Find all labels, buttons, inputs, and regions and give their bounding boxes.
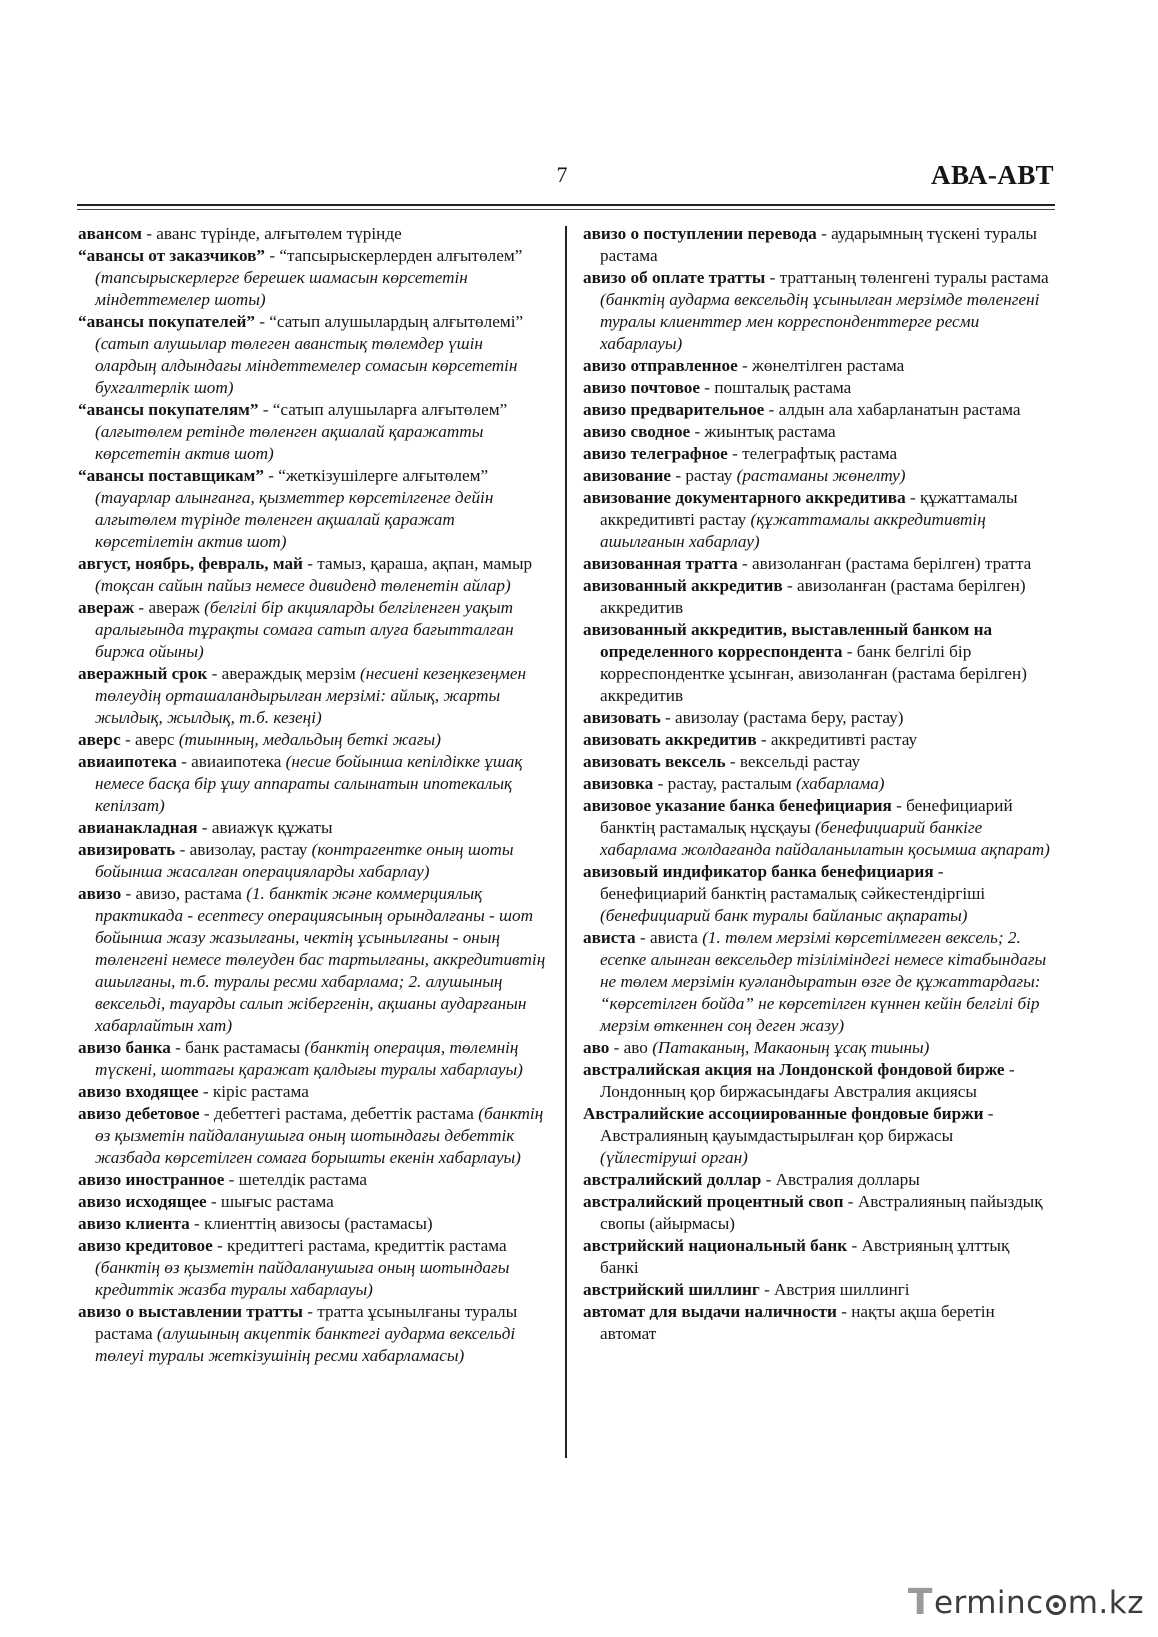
entry-explanation: (бенефициарий банкіге хабарлама жолдағанда пайдаланылатын қосымша ақпарат)	[600, 818, 1050, 859]
entry-headword: авизованный аккредитив, выставленный банком на определенного корреспондента	[583, 620, 993, 661]
entry-explanation: (тоқсан сайын пайыз немесе дивиденд төленетін айлар)	[95, 576, 511, 595]
entry-headword: аверс	[78, 730, 121, 749]
entry-translation: - аво	[609, 1038, 653, 1057]
entry-translation: - ависта	[635, 928, 703, 947]
dictionary-entry	[78, 1235, 546, 1301]
entry-explanation: (үйлестіруші орган)	[600, 1148, 748, 1167]
entry-translation: - банк растамасы	[170, 1038, 305, 1057]
watermark-text-a: erminc	[933, 1584, 1044, 1621]
entry-headword: авизо	[78, 884, 122, 903]
entry-translation: - телеграфтық растама	[727, 444, 898, 463]
entry-translation: - тратта ұсынылғаны туралы растама	[95, 1302, 518, 1343]
dictionary-entry	[583, 1235, 1051, 1279]
entry-translation: - аверс	[120, 730, 179, 749]
entry-explanation: (банктің аударма вексельдің ұсынылған мерзімде төленгені туралы клиенттер мен корреспонденттерге ресми хабарлауы)	[600, 290, 1040, 353]
entry-headword: авераж	[78, 598, 135, 617]
entry-translation: - авизоланған (растама берілген) аккредитив	[600, 576, 1026, 617]
entry-translation: - тамыз, қараша, ақпан, мамыр	[302, 554, 533, 573]
header-rule-thin	[77, 209, 1055, 210]
dictionary-entry	[583, 443, 1051, 465]
entry-headword: авианакладная	[78, 818, 198, 837]
entry-headword: авизовый индификатор банка бенефициария	[583, 862, 934, 881]
entry-translation: - авизоланған (растама берілген) тратта	[737, 554, 1032, 573]
dictionary-entry	[583, 795, 1051, 861]
entry-translation: - траттаның төленгені туралы растама	[765, 268, 1049, 287]
entry-headword: аво	[583, 1038, 610, 1057]
dictionary-entry	[583, 399, 1051, 421]
entry-explanation: (сатып алушылар төлеген аванстық төлемдер үшін олардың алдындағы міндеттемелер сомасын көрсететін бухгалтерлік шот)	[95, 334, 518, 397]
entry-explanation: (несиені кезеңкезеңмен төлеудің орташаландырылған мерзімі: айлық, жарты жылдық, жылдық, т.б. кезеңі)	[95, 664, 526, 727]
left-column	[78, 223, 546, 1367]
entry-explanation: (алғытөлем ретінде төленген ақшалай қаражатты көрсететін актив шот)	[95, 422, 484, 463]
entry-headword: Австралийские ассоциированные фондовые биржи	[583, 1104, 984, 1123]
entry-explanation: (банктің өз қызметін пайдаланушыға оның шотындағы дебеттік жазбада көрсетілген сомаға борышты екенін хабарлауы)	[95, 1104, 544, 1167]
dictionary-entry	[583, 927, 1051, 1037]
dictionary-entry	[78, 663, 546, 729]
entry-explanation: (алушының акцептік банктегі аударма вексельді төлеуі туралы жеткізушінің ресми хабарламасы)	[95, 1324, 516, 1365]
dictionary-entry	[583, 773, 1051, 795]
entry-headword: авизо банка	[78, 1038, 171, 1057]
entry-headword: авиаипотека	[78, 752, 177, 771]
entry-headword: авизовка	[583, 774, 654, 793]
dictionary-entry	[78, 839, 546, 883]
entry-headword: “авансы от заказчиков”	[78, 246, 266, 265]
dictionary-entry	[78, 883, 546, 1037]
entry-headword: “авансы покупателям”	[78, 400, 259, 419]
entry-headword: авизование	[583, 466, 672, 485]
entry-translation: - жиынтық растама	[690, 422, 836, 441]
dictionary-entry	[78, 311, 546, 399]
dictionary-entry	[583, 377, 1051, 399]
entry-translation: - құжаттамалы аккредитивті растау	[600, 488, 1018, 529]
entry-headword: авизовать вексель	[583, 752, 726, 771]
column-divider	[565, 226, 567, 1458]
entry-headword: “авансы поставщикам”	[78, 466, 264, 485]
entry-translation: - растау	[671, 466, 737, 485]
entry-translation: - авераж	[134, 598, 205, 617]
entry-translation: - бенефициарий банктің растамалық сәйкестендіргіші	[600, 862, 986, 903]
running-head: АВА-АВТ	[931, 160, 1054, 190]
entry-headword: август, ноябрь, февраль, май	[78, 554, 303, 573]
entry-headword: авизо об оплате тратты	[583, 268, 766, 287]
dictionary-entry	[78, 729, 546, 751]
entry-translation: - кредиттегі растама, кредиттік растама	[212, 1236, 507, 1255]
entry-translation: - авизолау, растау	[175, 840, 312, 859]
dictionary-entry	[78, 1081, 546, 1103]
entry-translation: - алдын ала хабарланатын растама	[764, 400, 1021, 419]
entry-translation: - банк белгілі бір корреспондентке ұсынған, авизоланған (растама берілген) аккредитив	[600, 642, 1027, 705]
dictionary-entry	[583, 355, 1051, 377]
entry-headword: авизо о поступлении перевода	[583, 224, 817, 243]
entry-headword: авизировать	[78, 840, 176, 859]
dictionary-entry	[583, 487, 1051, 553]
dictionary-entry	[78, 1169, 546, 1191]
entry-headword: авизо отправленное	[583, 356, 738, 375]
entry-translation: - кіріс растама	[198, 1082, 309, 1101]
entry-headword: австрийский шиллинг	[583, 1280, 760, 1299]
dictionary-entry	[78, 597, 546, 663]
dictionary-entry	[583, 1103, 1051, 1169]
entry-explanation: (тапсырыскерлерге берешек шамасын көрсететін міндеттемелер шоты)	[95, 268, 468, 309]
entry-translation: - авизолау (растама беру, растау)	[660, 708, 904, 727]
entry-translation: - жөнелтілген растама	[737, 356, 905, 375]
entry-headword: авизо о выставлении тратты	[78, 1302, 303, 1321]
entry-headword: австралийский процентный своп	[583, 1192, 844, 1211]
entry-headword: авизо кредитовое	[78, 1236, 213, 1255]
entry-headword: “авансы покупателей”	[78, 312, 255, 331]
entry-headword: авизовое указание банка бенефициария	[583, 796, 892, 815]
entry-translation: - бенефициарий банктің растамалық нұсқауы	[600, 796, 1013, 837]
entry-explanation: (контрагентке оның шоты бойынша жасалған операцияларды хабарлау)	[95, 840, 514, 881]
watermark-t: T	[907, 1582, 933, 1623]
dictionary-entry	[78, 817, 546, 839]
entry-translation: - дебеттегі растама, дебеттік растама	[199, 1104, 479, 1123]
dictionary-entry	[78, 399, 546, 465]
dictionary-entry	[583, 729, 1051, 751]
dictionary-entry	[583, 619, 1051, 707]
entry-explanation: (белгілі бір акцияларды белгіленген уақыт аралығында тұрақты сомаға сатып алуға бағытталған биржа ойыны)	[95, 598, 514, 661]
dictionary-entry	[78, 245, 546, 311]
dictionary-entry	[583, 575, 1051, 619]
entry-headword: авизованная тратта	[583, 554, 738, 573]
entry-explanation: (құжаттамалы аккредитивтің ашылғанын хабарлау)	[600, 510, 986, 551]
dictionary-entry	[583, 1169, 1051, 1191]
watermark-text-b: m.kz	[1067, 1584, 1144, 1621]
entry-headword: авизо сводное	[583, 422, 691, 441]
entry-translation: - шығыс растама	[206, 1192, 334, 1211]
entry-translation: - “тапсырыскерлерден алғытөлем”	[265, 246, 523, 265]
entry-translation: - Лондонның қор биржасындағы Австралия акциясы	[600, 1060, 1015, 1101]
dictionary-entry	[583, 267, 1051, 355]
dictionary-entry	[78, 465, 546, 553]
entry-translation: - аударымның түскені туралы растама	[600, 224, 1037, 265]
entry-translation: - вексельді растау	[725, 752, 861, 771]
watermark-logo	[908, 1582, 1144, 1623]
entry-headword: ависта	[583, 928, 636, 947]
dictionary-entry	[583, 1301, 1051, 1345]
entry-headword: авизование документарного аккредитива	[583, 488, 906, 507]
dictionary-entry	[583, 1059, 1051, 1103]
entry-explanation: (несие бойынша кепілдікке ұшақ немесе басқа бір ұшу аппараты салынатын ипотекалық кепілзат)	[95, 752, 523, 815]
dictionary-entry	[583, 553, 1051, 575]
entry-headword: авизо входящее	[78, 1082, 199, 1101]
entry-headword: авизовать	[583, 708, 661, 727]
entry-translation: - Австралияның пайыздық свопы (айырмасы)	[600, 1192, 1043, 1233]
dictionary-entry	[78, 553, 546, 597]
entry-headword: автомат для выдачи наличности	[583, 1302, 837, 1321]
entry-explanation: (хабарлама)	[796, 774, 885, 793]
entry-headword: авизо иностранное	[78, 1170, 225, 1189]
dictionary-entry	[78, 1213, 546, 1235]
entry-headword: авизо исходящее	[78, 1192, 207, 1211]
entry-translation: - авиажүк құжаты	[197, 818, 333, 837]
entry-headword: авизованный аккредитив	[583, 576, 783, 595]
dictionary-entry	[78, 1301, 546, 1367]
entry-translation: - Австрияның ұлттық банкі	[600, 1236, 1010, 1277]
entry-translation: - клиенттің авизосы (растамасы)	[189, 1214, 433, 1233]
dictionary-entry	[583, 751, 1051, 773]
right-column	[583, 223, 1051, 1345]
entry-translation: - “сатып алушылардың алғытөлемі”	[254, 312, 524, 331]
entry-headword: австрийский национальный банк	[583, 1236, 848, 1255]
entry-translation: - Австралия доллары	[761, 1170, 920, 1189]
entry-explanation: (банктің өз қызметін пайдаланушыға оның шотындағы кредиттік жазба туралы хабарлауы)	[95, 1258, 510, 1299]
entry-headword: авизо предварительное	[583, 400, 765, 419]
dictionary-entry	[583, 1037, 1051, 1059]
dictionary-entry	[78, 1037, 546, 1081]
header-rule-thick	[77, 204, 1055, 206]
dictionary-entry	[78, 1103, 546, 1169]
entry-explanation: (1. банктік және коммерциялық практикада - есептесу операциясының орындалғаны - шот бойынша жазу жазылғаны, чектің ұсынылғаны - оның төленгені немесе төлеуден бас тартылғаны, аккредитивтің ашылғаны, т.б. туралы ресми хабарлама; 2. алушының вексельді, тауарды салып жібергенін, ақшаны аударғанын хабарлайтын хат)	[95, 884, 546, 1035]
entry-translation: - Австрия шиллингі	[759, 1280, 910, 1299]
entry-translation: - “жеткізушілерге алғытөлем”	[263, 466, 489, 485]
entry-translation: - “сатып алушыларға алғытөлем”	[258, 400, 508, 419]
dictionary-entry	[78, 223, 546, 245]
dictionary-entry	[78, 751, 546, 817]
entry-explanation: (бенефициарий банк туралы байланыс ақпараты)	[600, 906, 968, 925]
entry-explanation: (Патаканың, Макаоның ұсақ тиыны)	[652, 1038, 930, 1057]
dictionary-entry	[583, 707, 1051, 729]
entry-headword: авансом	[78, 224, 142, 243]
dictionary-entry	[583, 861, 1051, 927]
watermark-o-icon	[1046, 1595, 1066, 1615]
entry-headword: авизо почтовое	[583, 378, 700, 397]
dictionary-entry	[583, 421, 1051, 443]
entry-translation: - пошталық растама	[700, 378, 852, 397]
entry-headword: авизо телеграфное	[583, 444, 728, 463]
dictionary-entry	[583, 465, 1051, 487]
entry-explanation: (тиынның, медальдың беткі жағы)	[178, 730, 441, 749]
entry-headword: авизо клиента	[78, 1214, 190, 1233]
entry-headword: авизо дебетовое	[78, 1104, 200, 1123]
entry-headword: авизовать аккредитив	[583, 730, 757, 749]
dictionary-entry	[583, 1279, 1051, 1301]
entry-explanation: (банктің операция, төлемнің түскені, шоттағы қаражат қалдығы туралы хабарлауы)	[95, 1038, 523, 1079]
dictionary-entry	[583, 223, 1051, 267]
entry-headword: австралийская акция на Лондонской фондовой бирже	[583, 1060, 1005, 1079]
entry-translation: - аккредитивті растау	[756, 730, 918, 749]
page-number: 7	[556, 162, 568, 187]
dictionary-entry	[78, 1191, 546, 1213]
entry-translation: - Австралияның қауымдастырылған қор биржасы	[600, 1104, 994, 1145]
entry-translation: - авераждық мерзім	[207, 664, 361, 683]
entry-headword: австралийский доллар	[583, 1170, 762, 1189]
entry-translation: - растау, расталым	[653, 774, 797, 793]
entry-explanation: (1. төлем мерзімі көрсетілмеген вексель; 2. есепке алынған вексельдер тізіліміндегі немесе кітабындағы не төлем мерзімін куәландыратын өзге де құжаттардағы: “көрсетілген бойда” не көрсетілген күннен кейін белгілі бір мерзім өткеннен соң деген жазу)	[600, 928, 1047, 1035]
entry-translation: - авизо, растама	[121, 884, 247, 903]
entry-explanation: (растаманы жөнелту)	[736, 466, 906, 485]
entry-translation: - нақты ақша беретін автомат	[600, 1302, 995, 1343]
entry-headword: авеpажный срок	[78, 664, 208, 683]
entry-translation: - аванс түрінде, алғытөлем түрінде	[141, 224, 402, 243]
entry-explanation: (тауарлар алынғанға, қызметтер көрсетілгенге дейін алғытөлем түрінде төленген ақшалай қаражат көрсетілетін актив шот)	[95, 488, 494, 551]
dictionary-entry	[583, 1191, 1051, 1235]
entry-translation: - авиаипотека	[176, 752, 286, 771]
entry-translation: - шетелдік растама	[224, 1170, 367, 1189]
